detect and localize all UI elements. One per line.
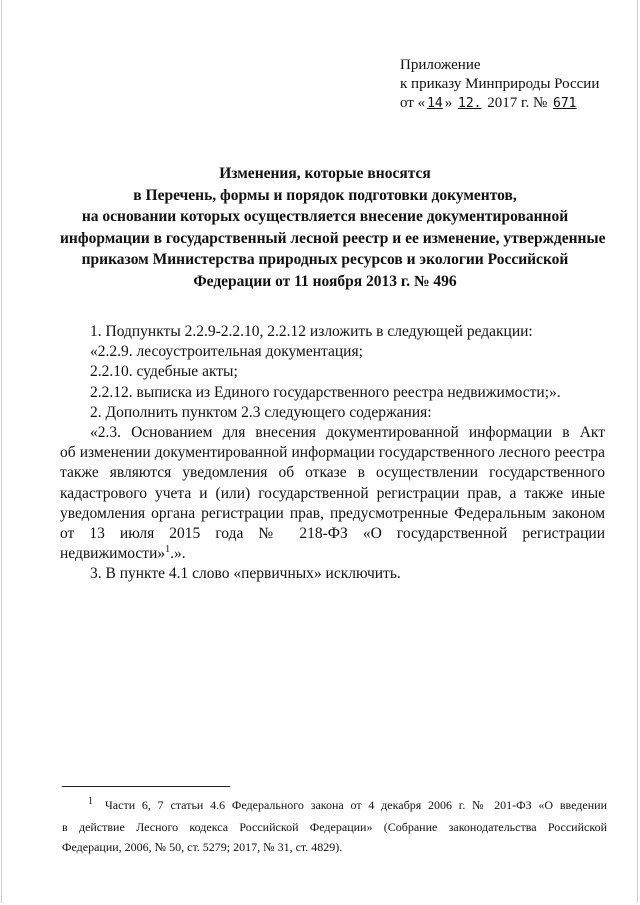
footnote-ref: 1 [165, 544, 171, 556]
title-line: приказом Министерства природных ресурсов и экологии Российской [81, 251, 569, 268]
paragraph-6-line: уведомления органа регистрации прав, предусмотренные Федеральным законом [60, 504, 605, 522]
footnote-line: Федерации, 2006, № 50, ст. 5279; 2017, № 31, ст. 4829). [62, 840, 343, 854]
title-line: Изменения, которые вносятся [219, 165, 431, 182]
footnote-line: в действие Лесного кодекса Российской Федерации» (Собрание законодательства Российской [62, 820, 607, 834]
order-number: 671 [553, 96, 577, 111]
date-month: 12. [458, 96, 482, 111]
paragraph-6-line: об изменении документированной информации государственного лесного реестра [60, 444, 605, 462]
footnote-divider [62, 786, 230, 787]
date-prefix: от « [400, 95, 426, 111]
paragraph-6-last-line [60, 544, 605, 564]
paragraph-6 [60, 423, 605, 564]
title-line: Федерации от 11 ноября 2013 г. № 496 [193, 272, 457, 290]
paragraph-6-line: «2.3. Основанием для внесения документированной информации в Акт [90, 424, 605, 442]
date-day: 14 [427, 96, 443, 111]
paragraph-6-end: .». [170, 545, 186, 563]
title-line: информации в государственный лесной реестр и ее изменение, утвержденные [60, 229, 606, 247]
paragraph-6-line: кадастрового учета и (или) государственной регистрации прав, а также иные [60, 484, 605, 502]
paragraph-6-line: от 13 июля 2015 года № 218-ФЗ «О государственной регистрации [60, 525, 605, 543]
paragraph-1: 1. Подпункты 2.2.9-2.2.10, 2.2.12 изложить в следующей редакции: [90, 323, 533, 340]
footnote [62, 795, 607, 857]
appendix-date-line [400, 94, 599, 113]
paragraph-2: «2.2.9. лесоустроительная документация; [90, 343, 363, 361]
date-day-suffix: » [444, 95, 453, 111]
footnote-line-1-text: Части 6, 7 статьи 4.6 Федерального закона от 4 декабря 2006 г. № 201-ФЗ «О введении [105, 798, 607, 812]
date-year: 2017 г. № [487, 95, 548, 111]
document-body [60, 322, 605, 585]
paragraph-6-last-text: недвижимости» [60, 545, 166, 563]
paragraph-5: 2. Дополнить пунктом 2.3 следующего содержания: [90, 403, 432, 421]
appendix-label: Приложение [400, 57, 481, 73]
title-line: на основании которых осуществляется внесение документированной [81, 208, 569, 225]
title-line: в Перечень, формы и порядок подготовки документов, [133, 186, 517, 204]
paragraph-7: 3. В пункте 4.1 слово «первичных» исключить. [90, 565, 401, 583]
appendix-order-ref: к приказу Минприроды России [400, 76, 600, 92]
paragraph-4: 2.2.12. выписка из Единого государственного реестра недвижимости;». [90, 383, 561, 401]
document-title [60, 163, 606, 292]
paragraph-6-line: также являются уведомления об отказе в осуществлении государственного [60, 464, 605, 482]
appendix-header [400, 56, 599, 113]
footnote-line [62, 795, 607, 817]
footnote-mark: 1 [88, 796, 93, 807]
paragraph-3: 2.2.10. судебные акты; [90, 363, 238, 381]
